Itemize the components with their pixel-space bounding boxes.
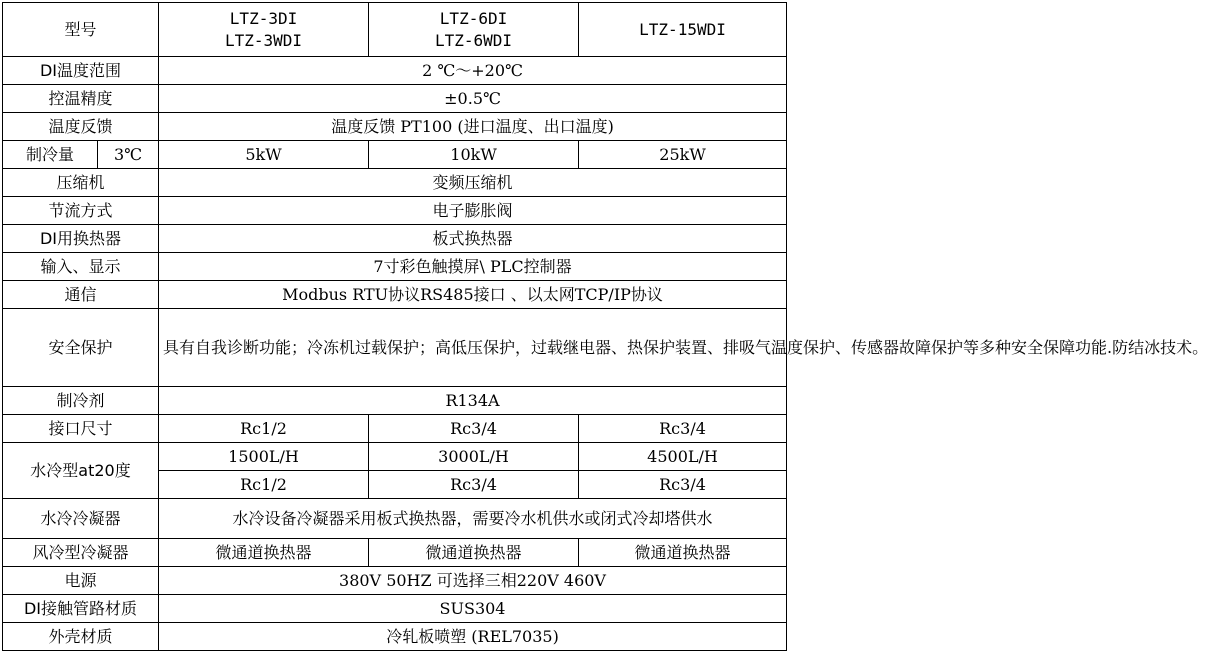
row-label: 压缩机 [3, 169, 159, 197]
model-name: LTZ-6WDI [434, 30, 513, 50]
table-row [3, 595, 787, 623]
row-label: DI用换热器 [3, 225, 159, 253]
header-model-label: 型号 [3, 3, 159, 57]
row-label: 接口尺寸 [3, 415, 159, 443]
row-value: 3000L/H [369, 443, 579, 471]
table-row [3, 3, 787, 57]
row-value: 5kW [159, 141, 369, 169]
row-label: 风冷型冷凝器 [3, 539, 159, 567]
row-label: 水冷冷凝器 [3, 499, 159, 539]
table-row [3, 141, 787, 169]
row-value: 2 ℃～+20℃ [159, 57, 787, 85]
row-value: SUS304 [159, 595, 787, 623]
table-row [3, 623, 787, 651]
row-value: Rc3/4 [579, 415, 787, 443]
row-value: 冷轧板喷塑 (REL7035) [159, 623, 787, 651]
row-label: 通信 [3, 281, 159, 309]
model-name: LTZ-6DI [439, 8, 508, 28]
row-value: R134A [159, 387, 787, 415]
header-model-3: LTZ-15WDI [579, 3, 787, 57]
table-row [3, 197, 787, 225]
row-label: 水冷型at20度 [3, 443, 159, 499]
row-value: 10kW [369, 141, 579, 169]
row-value: ±0.5℃ [159, 85, 787, 113]
row-label: 电源 [3, 567, 159, 595]
row-value: Rc3/4 [369, 471, 579, 499]
table-row [3, 387, 787, 415]
table-row [3, 415, 787, 443]
table-row [3, 567, 787, 595]
spec-table [2, 2, 1208, 651]
row-value: Rc3/4 [369, 415, 579, 443]
table-row [3, 113, 787, 141]
row-label: 输入、显示 [3, 253, 159, 281]
row-value: 变频压缩机 [159, 169, 787, 197]
table-row [3, 225, 787, 253]
table-row [3, 443, 787, 471]
header-model-1 [159, 3, 369, 57]
row-value: 1500L/H [159, 443, 369, 471]
table-row [3, 499, 787, 539]
row-sublabel: 3℃ [98, 141, 159, 169]
row-label: 节流方式 [3, 197, 159, 225]
row-value: 4500L/H [579, 443, 787, 471]
table-row [3, 85, 787, 113]
header-model-2 [369, 3, 579, 57]
row-label: DI温度范围 [3, 57, 159, 85]
row-value: 温度反馈 PT100 (进口温度、出口温度) [159, 113, 787, 141]
row-label: 外壳材质 [3, 623, 159, 651]
table-row [3, 57, 787, 85]
table-row [3, 539, 787, 567]
row-label: 温度反馈 [3, 113, 159, 141]
row-label: DI接触管路材质 [3, 595, 159, 623]
row-value: 电子膨胀阀 [159, 197, 787, 225]
row-value: 水冷设备冷凝器采用板式换热器，需要冷水机供水或闭式冷却塔供水 [159, 499, 787, 539]
row-value: 具有自我诊断功能；冷冻机过载保护；高低压保护，过载继电器、热保护装置、排吸气温度保护、传感器故障保护等多种安全保障功能.防结冰技术。 [159, 309, 787, 387]
row-label: 安全保护 [3, 309, 159, 387]
model-name: LTZ-3WDI [224, 30, 303, 50]
row-value: 微通道换热器 [159, 539, 369, 567]
table-row [3, 281, 787, 309]
model-name: LTZ-3DI [229, 8, 298, 28]
row-value: 7寸彩色触摸屏\ PLC控制器 [159, 253, 787, 281]
row-value: 微通道换热器 [579, 539, 787, 567]
row-value: 微通道换热器 [369, 539, 579, 567]
table-row [3, 309, 787, 387]
row-value: Rc1/2 [159, 415, 369, 443]
table-row [3, 169, 787, 197]
row-value: Rc1/2 [159, 471, 369, 499]
row-value: Rc3/4 [579, 471, 787, 499]
table-row [3, 253, 787, 281]
row-value: 380V 50HZ 可选择三相220V 460V [159, 567, 787, 595]
row-value: Modbus RTU协议RS485接口 、以太网TCP/IP协议 [159, 281, 787, 309]
row-value: 板式换热器 [159, 225, 787, 253]
row-value: 25kW [579, 141, 787, 169]
row-label: 制冷剂 [3, 387, 159, 415]
row-label: 控温精度 [3, 85, 159, 113]
row-label: 制冷量 [3, 141, 98, 169]
